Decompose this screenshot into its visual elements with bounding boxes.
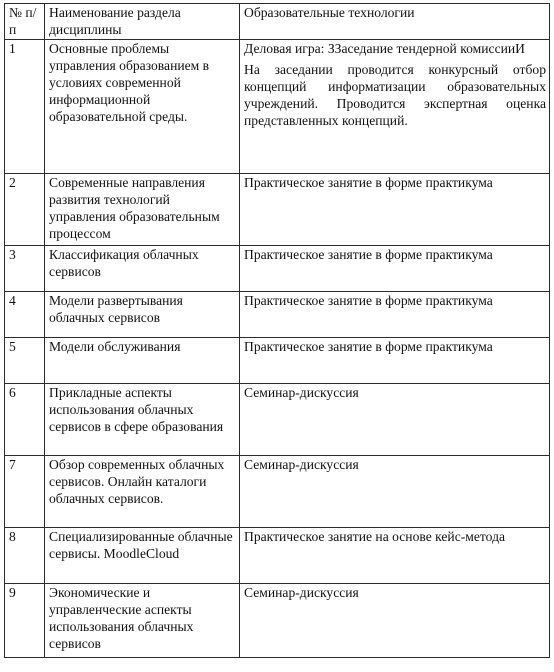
row-num: 3 — [5, 246, 45, 292]
row-tech: Семинар-дискуссия — [240, 456, 550, 528]
row-num: 9 — [5, 584, 45, 658]
row-tech: Практическое занятие в форме практикума — [240, 246, 550, 292]
header-tech: Образовательные технологии — [240, 4, 550, 40]
row-tech: Семинар-дискуссия — [240, 384, 550, 456]
header-section: Наименование раздела дисциплины — [45, 4, 240, 40]
row-tech: Практическое занятие в форме практикума — [240, 338, 550, 384]
table-row — [5, 246, 550, 292]
header-num: № п/п — [5, 4, 45, 40]
row-section: Обзор современных облачных сервисов. Онлайн каталоги облачных сервисов. — [45, 456, 240, 528]
table-row — [5, 292, 550, 338]
row-section: Модели обслуживания — [45, 338, 240, 384]
row-section: Специализированные облачные сервисы. MoodleCloud — [45, 528, 240, 584]
row-num: 7 — [5, 456, 45, 528]
table-row — [5, 338, 550, 384]
row-num: 5 — [5, 338, 45, 384]
row-tech-line: На заседании проводится конкурсный отбор концепций информатизации образовательных учреждений. Проводится экспертная оценка представленных концепций. — [244, 62, 546, 128]
row-tech: Практическое занятие на основе кейс-метода — [240, 528, 550, 584]
row-num: 2 — [5, 174, 45, 246]
table-row — [5, 584, 550, 658]
row-section: Экономические и управленческие аспекты использования облачных сервисов — [45, 584, 240, 658]
table-header-row — [5, 4, 550, 40]
row-section: Прикладные аспекты использования облачных сервисов в сфере образования — [45, 384, 240, 456]
table-row — [5, 40, 550, 174]
row-num: 1 — [5, 40, 45, 174]
row-num: 6 — [5, 384, 45, 456]
table-row — [5, 456, 550, 528]
table-row — [5, 384, 550, 456]
education-technologies-table — [4, 3, 550, 658]
row-tech: Практическое занятие в форме практикума — [240, 174, 550, 246]
row-tech: Практическое занятие в форме практикума — [240, 292, 550, 338]
row-section: Модели развертывания облачных сервисов — [45, 292, 240, 338]
row-section: Классификация облачных сервисов — [45, 246, 240, 292]
table-row — [5, 174, 550, 246]
row-tech: Семинар-дискуссия — [240, 584, 550, 658]
row-section: Основные проблемы управления образованием в условиях современной информационной образовательной среды. — [45, 40, 240, 174]
table-row — [5, 528, 550, 584]
row-tech-line: Деловая игра: ЗЗаседание тендерной комиссииИ — [244, 41, 525, 56]
row-tech — [240, 40, 550, 174]
row-num: 8 — [5, 528, 45, 584]
row-num: 4 — [5, 292, 45, 338]
row-section: Современные направления развития технологий управления образовательным процессом — [45, 174, 240, 246]
